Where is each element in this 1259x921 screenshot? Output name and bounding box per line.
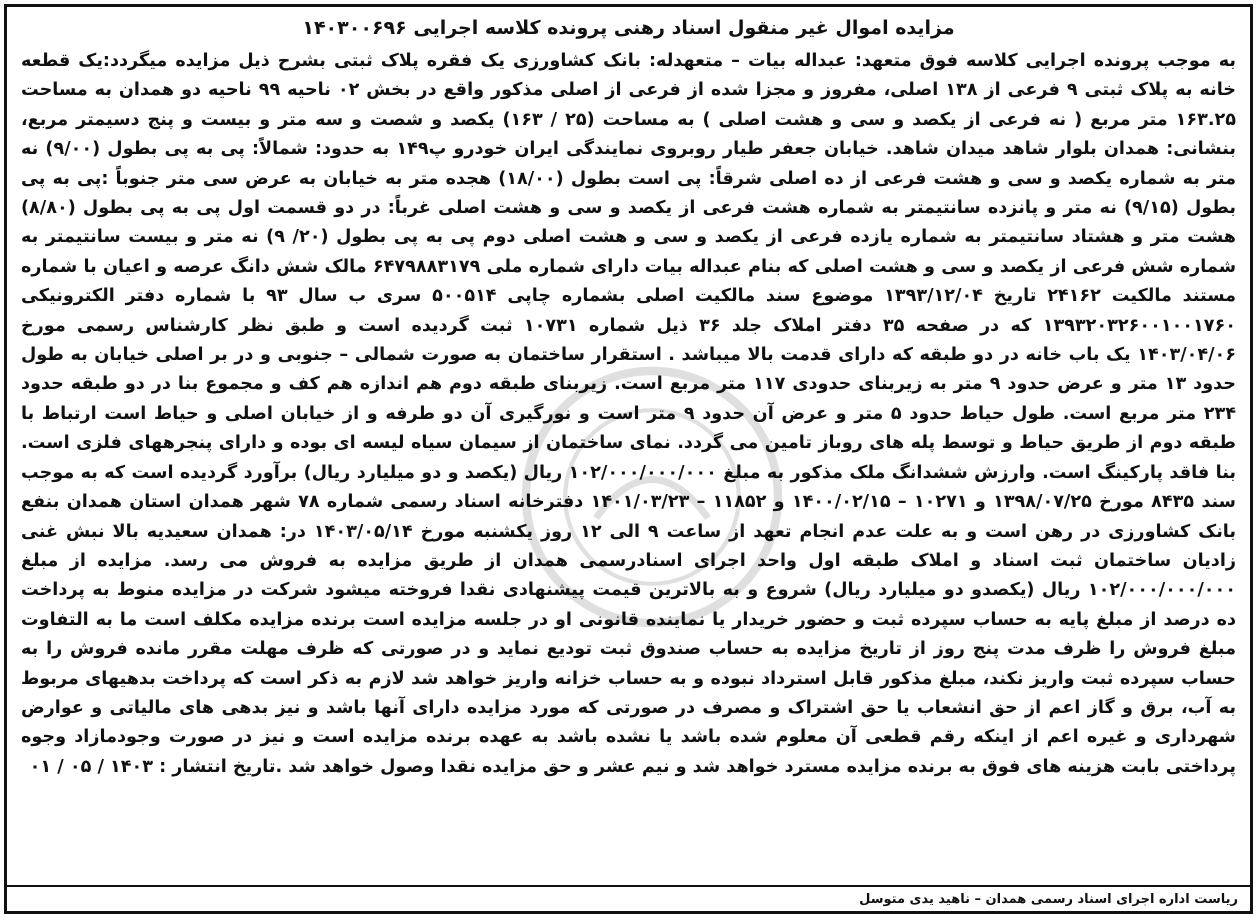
- notice-title: مزایده اموال غیر منقول اسناد رهنی پرونده کلاسه اجرایی ۱۴۰۳۰۰۶۹۶: [302, 17, 955, 39]
- footer-divider: [7, 885, 1250, 887]
- notice-signature: ریاست اداره اجرای اسناد رسمی همدان – ناهید یدی متوسل: [859, 892, 1238, 907]
- auction-notice: [4, 4, 1253, 914]
- notice-body: به موجب پرونده اجرایی کلاسه فوق متعهد: عبداله بیات – متعهدله: بانک کشاورزی یک فقره پلاک ثبتی بشرح ذیل مزایده میگردد:یک قطعه خانه به پلاک ثبتی ۹ فرعی از ۱۳۸ اصلی، مفروز و مجزا شده از فرعی از اصلی مذکور واقع در بخش ۰۲ ناحیه ۹۹ ناحیه دو همدان به مساحت ۱۶۳.۲۵ متر مربع ( نه فرعی از یکصد و سی و هشت اصلی ) به مساحت (۲۵ / ۱۶۳) یکصد و شصت و سه متر و بیست و پنج دسیمتر مربع، بنشانی: همدان بلوار شاهد میدان شاهد. خیابان جعفر طیار روبروی نمایندگی ایران خودرو پ۱۴۹ به حدود: شمالاً: پی به پی بطول (۹/۰۰) نه متر به شماره یکصد و سی و هشت فرعی از ده اصلی شرقاً: پی است بطول (۱۸/۰۰) هجده متر به خیابان به عرض سی متر جنوباً :پی به پی بطول (۹/۱۵) نه متر و پانزده سانتیمتر به شماره هشت فرعی از یکصد و سی و هشت اصلی غرباً: در دو قسمت اول پی به پی بطول (۸/۸۰) هشت متر و هشتاد سانتیمتر به شماره یازده فرعی از یکصد و سی و هشت اصلی دوم پی به پی بطول (۲۰/ ۹) نه متر و بیست سانتیمتر به شماره شش فرعی از یکصد و سی و هشت اصلی که بنام عبداله بیات دارای شماره ملی ۶۴۷۹۸۸۳۱۷۹ مالک شش دانگ عرصه و اعیان با شماره مستند مالکیت ۲۴۱۶۲ تاریخ ۱۳۹۳/۱۲/۰۴ موضوع سند مالکیت اصلی بشماره چاپی ۵۰۰۵۱۴ سری ب سال ۹۳ با شماره دفتر الکترونیکی ۱۳۹۳۲۰۳۲۶۰۰۱۰۰۱۷۶۰ که در صفحه ۳۵ دفتر املاک جلد ۳۶ ذیل شماره ۱۰۷۳۱ ثبت گردیده است و طبق نظر کارشناس رسمی مورخ ۱۴۰۳/۰۴/۰۶ یک باب خانه در دو طبقه که دارای قدمت بالا میباشد . استقرار ساختمان به صورت شمالی – جنوبی و در بر اصلی خیابان به طول حدود ۱۳ متر و عرض حدود ۹ متر به زیربنای حدودی ۱۱۷ متر مربع است. زیربنای طبقه دوم هم اندازه هم کف و مجموع بنا در دو طبقه حدود ۲۳۴ متر مربع است. طول حیاط حدود ۵ متر و عرض آن حدود ۹ متر است و نورگیری آن دو طرفه و از خیابان اصلی و حیاط است ارتباط با طبقه دوم از طریق حیاط و توسط پله های روباز تامین می گردد. نمای ساختمان از سیمان سیاه لیسه ای بوده و دارای پنجرههای فلزی است. بنا فاقد پارکینگ است. وارزش ششدانگ ملک مذکور به مبلغ ۱۰۲/۰۰۰/۰۰۰/۰۰۰ ریال (یکصد و دو میلیارد ریال) برآورد گردیده است که به موجب سند ۸۴۳۵ مورخ ۱۳۹۸/۰۷/۲۵ و ۱۰۲۷۱ – ۱۴۰۰/۰۲/۱۵ و ۱۱۸۵۲ – ۱۴۰۱/۰۳/۲۳ دفترخانه اسناد رسمی شماره ۷۸ شهر همدان استان همدان بنفع بانک کشاورزی در رهن است و به علت عدم انجام تعهد از ساعت ۹ الی ۱۲ روز یکشنبه مورخ ۱۴۰۳/۰۵/۱۴ در: همدان سعیدیه بالا نبش غنی زادیان ساختمان ثبت اسناد و املاک طبقه اول واحد اجرای اسنادرسمی همدان از طریق مزایده به فروش می رسد. مزایده از مبلغ ۱۰۲/۰۰۰/۰۰۰/۰۰۰ ریال (یکصدو دو میلیارد ریال) شروع و به بالاترین قیمت پیشنهادی نقدا فروخته میشود شرکت در مزایده منوط به پرداخت ده درصد از مبلغ پایه به حساب سپرده ثبت و حضور خریدار یا نماینده قانونی او در جلسه مزایده است برنده مزایده مکلف است ما به التفاوت مبلغ فروش را ظرف مدت پنج روز از تاریخ مزایده به حساب صندوق ثبت تودیع نماید و در صورتی که ظرف مهلت مقرر مانده فروش را به حساب سپرده ثبت واریز نکند، مبلغ مذکور قابل استرداد نبوده و به حساب خزانه واریز خواهد شد لازم به ذکر است که پرداخت بدهیهای مربوط به آب، برق و گاز اعم از حق انشعاب یا حق اشتراک و مصرف در صورتی که مورد مزایده دارای آنها باشد و نیز بدهی های مالیاتی و عوارض شهرداری و غیره اعم از اینکه رقم قطعی آن معلوم شده باشد یا نشده باشد به عهده برنده مزایده است و نیز در صورت وجودمازاد وجوه پرداختی بابت هزینه های فوق به برنده مزایده مسترد خواهد شد و نیم عشر و حق مزایده نقدا وصول خواهد شد .تاریخ انتشار : ۱۴۰۳ / ۰۵ / ۰۱: [21, 51, 1237, 777]
